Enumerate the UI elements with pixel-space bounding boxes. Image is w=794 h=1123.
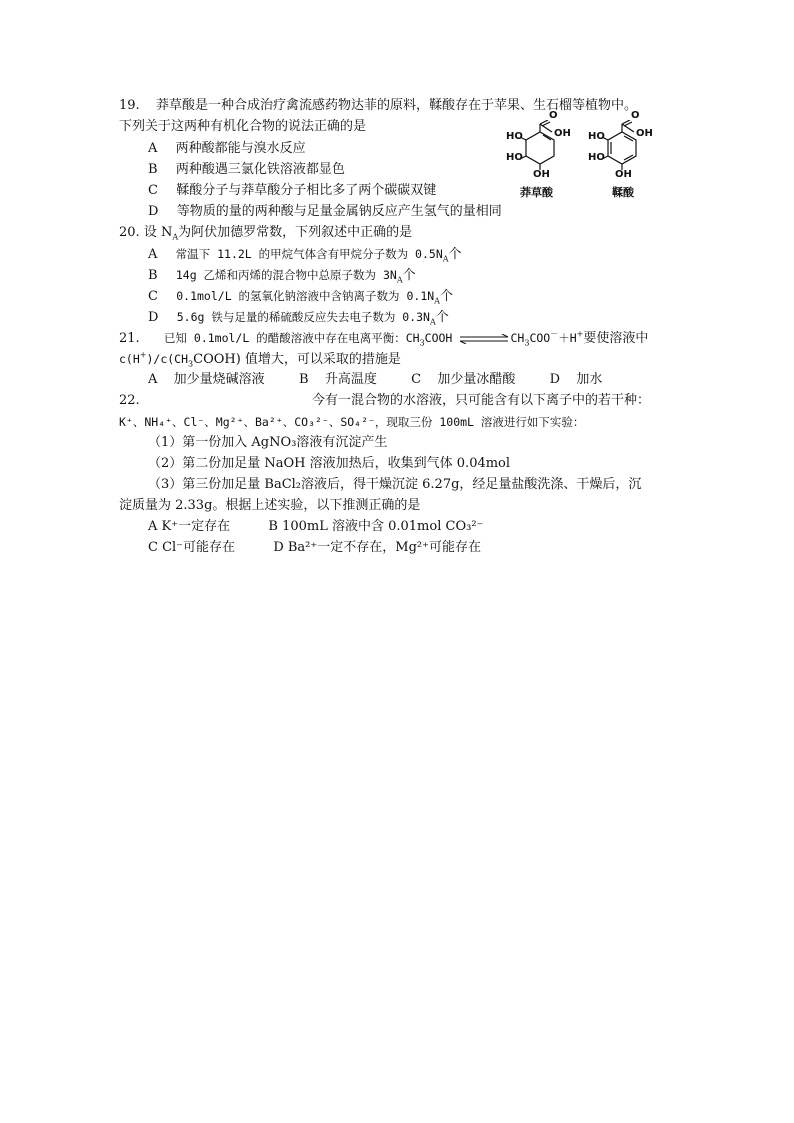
option-text: 两种酸都能与溴水反应	[175, 141, 306, 156]
q20-option-c	[148, 287, 453, 306]
option-text: 0.1mol/L 的氢氧化钠溶液中含钠离子数为 0.1N	[176, 289, 435, 303]
q19-option-b	[148, 161, 345, 179]
shikimic-ho-label-2: HO	[506, 152, 523, 163]
equilibrium-arrow-icon	[458, 334, 510, 344]
q19-stem-line1	[119, 97, 637, 115]
q22-stem-line1	[119, 392, 650, 410]
q21-line2-a: c(H	[119, 352, 140, 366]
gallic-o-label: O	[631, 110, 640, 121]
q21-stem-e: ＋H	[558, 331, 577, 345]
q22-exp3-cont	[119, 497, 420, 515]
q21-stem-line1	[119, 329, 648, 348]
option-text: 鞣酸分子与莽草酸分子相比多了两个碳碳双键	[176, 183, 437, 198]
option-text-end: 个	[439, 289, 453, 304]
q22-exp2-text: （2）第二份加足量 NaOH 溶液加热后，收集到气体 0.04mol	[148, 456, 511, 471]
q22-options-row1	[148, 518, 483, 536]
option-text: 加少量烧碱溶液	[173, 372, 265, 387]
q22-number: 22.	[119, 393, 140, 408]
q21-line2-c: COOH) 值增大，可以采取的措施是	[193, 352, 401, 367]
q22-exp1-text: （1）第一份加入 AgNO₃溶液有沉淀产生	[148, 435, 388, 450]
q22-options-row2	[148, 539, 481, 557]
q20-stem-rest: 为阿伏加德罗常数，下列叙述中正确的是	[178, 225, 413, 240]
gallic-ring	[608, 132, 636, 164]
q21-sub3: 3	[419, 338, 425, 348]
q20-option-b	[148, 266, 416, 285]
q21-sub3: 3	[524, 338, 530, 348]
q22-exp2	[148, 455, 510, 473]
q22-option-a: A K⁺一定存在	[148, 519, 231, 534]
q22-ions-line	[119, 413, 584, 432]
q20-option-a	[148, 245, 462, 264]
option-text-end: 个	[448, 247, 462, 262]
q22-option-c: C Cl⁻可能存在	[148, 540, 236, 555]
q21-sup-plus: +	[139, 350, 147, 360]
q21-stem-b: COOH	[424, 331, 453, 345]
gallic-double-1	[624, 136, 633, 141]
option-key: D	[148, 310, 159, 325]
q19-option-a	[148, 140, 306, 158]
q21-stem-a: 已知 0.1mol/L 的醋酸溶液中存在电离平衡：CH	[163, 331, 420, 345]
option-key: B	[148, 162, 158, 177]
gallic-coh-bond	[622, 124, 634, 132]
q19-structures	[500, 110, 670, 200]
option-key: A	[148, 372, 158, 387]
q21-line2-b: )/c(CH	[146, 352, 189, 366]
q21-stem-c: CH	[510, 331, 525, 345]
option-key: A	[148, 141, 158, 156]
option-text: 两种酸遇三氯化铁溶液都显色	[175, 162, 345, 177]
option-key: C	[148, 183, 158, 198]
option-text: 加水	[576, 372, 603, 387]
q22-option-d: D Ba²⁺一定不存在，Mg²⁺可能存在	[273, 540, 481, 555]
q19-stem-text2: 下列关于这两种有机化合物的说法正确的是	[119, 119, 367, 134]
q20-stem-a: 设 N	[143, 225, 173, 240]
shikimic-coh-bond	[540, 124, 552, 132]
q19-stem-line2	[119, 118, 366, 136]
option-key: C	[411, 372, 422, 387]
q22-exp3	[148, 476, 641, 494]
q19-option-d	[148, 203, 502, 221]
q21-stem-f: 要使溶液中	[583, 331, 649, 346]
gallic-acid-name: 鞣酸	[612, 186, 634, 199]
q22-exp1	[148, 434, 387, 452]
option-text: 常温下 11.2L 的甲烷气体含有甲烷分子数为 0.5N	[175, 247, 443, 261]
option-text-end: 个	[402, 268, 416, 283]
option-key: C	[148, 289, 158, 304]
q21-number: 21.	[119, 331, 140, 346]
q22-stem-text: 今有一混合物的水溶液，只可能含有以下离子中的若干种：	[311, 393, 650, 408]
option-key: D	[549, 372, 561, 387]
q22-exp3-text: （3）第三份加足量 BaCl₂溶液后，得干燥沉淀 6.27g，经足量盐酸洗涤、干燥后，沉	[148, 477, 642, 492]
q19-number: 19.	[119, 98, 140, 113]
option-sub: A	[434, 296, 440, 306]
shikimic-cooh-label: OH	[554, 128, 571, 139]
option-sub: A	[442, 254, 449, 264]
q21-options	[148, 371, 602, 389]
shikimic-acid-name: 莽草酸	[520, 186, 553, 199]
gallic-oh-label-bottom: OH	[615, 169, 632, 180]
option-key: B	[298, 372, 309, 387]
shikimic-o-label: O	[549, 110, 558, 121]
option-key: A	[148, 247, 158, 262]
q21-stem-line2	[119, 350, 401, 369]
shikimic-oh-label-bottom: OH	[533, 169, 550, 180]
q20-option-d	[148, 308, 449, 327]
q21-sup-minus: －	[550, 329, 559, 339]
q22-option-b: B 100mL 溶液中含 0.01mol CO₃²⁻	[268, 519, 484, 534]
q21-sub3: 3	[188, 359, 194, 369]
q20-number: 20.	[119, 225, 140, 240]
gallic-double-2	[624, 155, 633, 160]
q21-stem-d: COO	[529, 331, 551, 345]
option-text: 等物质的量的两种酸与足量金属钠反应产生氢气的量相同	[176, 204, 502, 219]
gallic-ho-label-1: HO	[588, 131, 605, 142]
q22-ions-text: K⁺、NH₄⁺、Cl⁻、Mg²⁺、Ba²⁺、CO₃²⁻、SO₄²⁻，现取三份 100mL 溶液进行如下实验：	[119, 415, 585, 429]
q22-exp3b-text: 淀质量为 2.33g。根据上述实验，以下推测正确的是	[119, 498, 421, 513]
option-text: 加少量冰醋酸	[437, 372, 516, 387]
q20-stem	[119, 224, 412, 242]
option-text: 14g 乙烯和丙烯的混合物中总原子数为 3N	[175, 268, 397, 282]
q19-stem-text1: 莽草酸是一种合成治疗禽流感药物达菲的原料，鞣酸存在于苹果、生石榴等植物中。	[155, 98, 637, 113]
gallic-ho-label-2: HO	[588, 152, 605, 163]
q21-sup-plus: +	[576, 329, 584, 339]
option-text: 5.6g 铁与足量的稀硫酸反应失去电子数为 0.3N	[176, 310, 430, 324]
option-text-end: 个	[435, 310, 449, 325]
option-text: 升高温度	[324, 372, 377, 387]
option-key: D	[148, 204, 159, 219]
q19-option-c	[148, 182, 436, 200]
option-key: B	[148, 268, 158, 283]
shikimic-ho-label-1: HO	[506, 131, 523, 142]
q20-stem-sub: A	[172, 232, 179, 242]
option-sub: A	[429, 317, 436, 327]
gallic-cooh-label: OH	[636, 128, 653, 139]
option-sub: A	[396, 275, 403, 285]
shikimic-ring	[526, 132, 554, 164]
